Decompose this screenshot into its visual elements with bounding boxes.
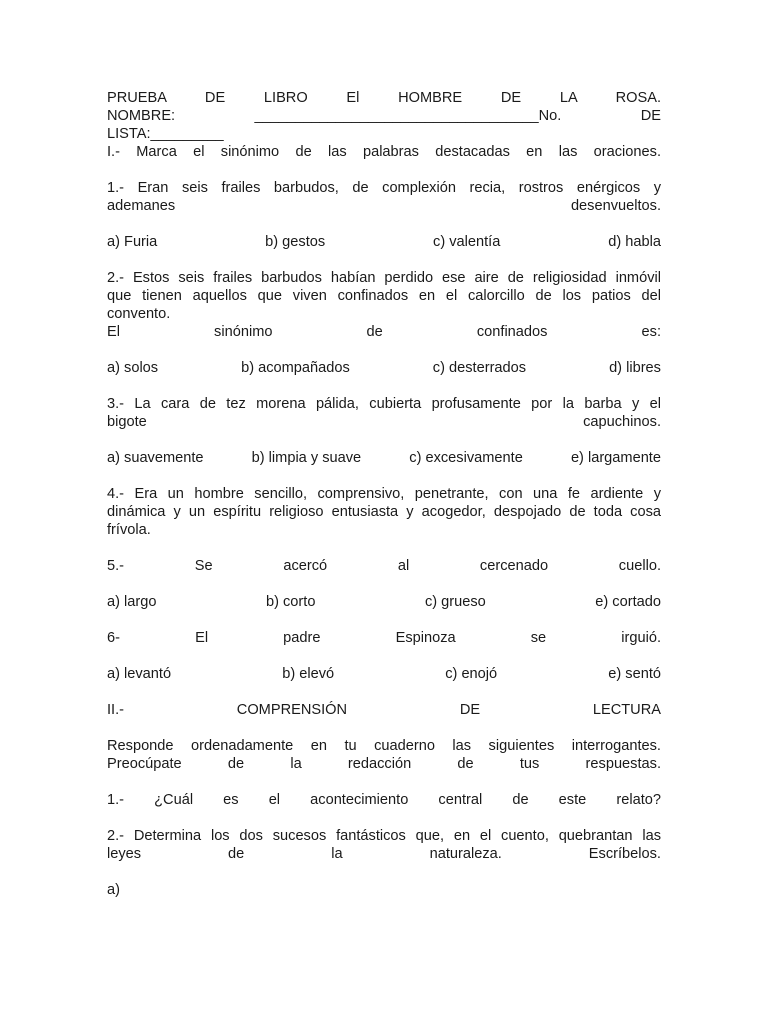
q1-options — [107, 233, 661, 251]
q2-options — [107, 359, 661, 377]
section2-q1: 1.- ¿Cuál es el acontecimiento central de este relato? — [107, 792, 661, 808]
q5-options — [107, 593, 661, 611]
test-title: PRUEBA DE LIBRO El HOMBRE DE LA ROSA. — [107, 90, 661, 106]
q4-text-line3: frívola. — [107, 522, 151, 538]
q2-text-line4: El sinónimo de confinados es: — [107, 324, 661, 340]
worksheet-page — [107, 89, 661, 899]
q3-text-line1: 3.- La cara de tez morena pálida, cubierta profusamente por la barba y el — [107, 396, 661, 412]
q3-option-b: b) limpia y suave — [251, 450, 362, 466]
q1-text-line1: 1.- Eran seis frailes barbudos, de complexión recia, rostros enérgicos y — [107, 180, 661, 196]
q6-option-e: e) sentó — [608, 666, 661, 682]
list-number-line: LISTA:_________ — [107, 126, 224, 142]
section2-title: II.- COMPRENSIÓN DE LECTURA — [107, 702, 661, 718]
q2-text-line1: 2.- Estos seis frailes barbudos habían perdido ese aire de religiosidad inmóvil — [107, 270, 661, 286]
q1-option-c: c) valentía — [433, 234, 501, 250]
section1-instruction: I.- Marca el sinónimo de las palabras destacadas en las oraciones. — [107, 144, 661, 160]
q3-option-c: c) excesivamente — [409, 450, 523, 466]
q5-text: 5.- Se acercó al cercenado cuello. — [107, 558, 661, 574]
section2-instruction-line2: Preocúpate de la redacción de tus respuestas. — [107, 756, 661, 772]
section2-q2-line1: 2.- Determina los dos sucesos fantásticos que, en el cuento, quebrantan las — [107, 828, 661, 844]
q2-option-d: d) libres — [609, 360, 661, 376]
q4-text-line1: 4.- Era un hombre sencillo, comprensivo, penetrante, con una fe ardiente y — [107, 486, 661, 502]
q3-options — [107, 449, 661, 467]
q6-option-a: a) levantó — [107, 666, 172, 682]
q5-option-c: c) grueso — [424, 594, 486, 610]
q5-option-b: b) corto — [265, 594, 316, 610]
q5-option-a: a) largo — [107, 594, 157, 610]
q1-text-line2: ademanes desenvueltos. — [107, 198, 661, 214]
q2-option-b: b) acompañados — [241, 360, 350, 376]
q3-option-a: a) suavemente — [107, 450, 204, 466]
q1-option-d: d) habla — [608, 234, 661, 250]
section2-answer-a: a) — [107, 882, 120, 898]
q3-option-e: e) largamente — [570, 450, 661, 466]
q6-options — [107, 665, 661, 683]
q6-text: 6- El padre Espinoza se irguió. — [107, 630, 661, 646]
name-field-line: NOMBRE: ___________________________________No. DE — [107, 108, 661, 124]
section2-q2-line2: leyes de la naturaleza. Escríbelos. — [107, 846, 661, 862]
q2-option-c: c) desterrados — [432, 360, 527, 376]
q2-text-line2: que tienen aquellos que viven confinados en el calorcillo de los patios del — [107, 288, 661, 304]
q5-option-e: e) cortado — [595, 594, 661, 610]
q2-text-line3: convento. — [107, 306, 171, 322]
section2-instruction-line1: Responde ordenadamente en tu cuaderno las siguientes interrogantes. — [107, 738, 661, 754]
q2-option-a: a) solos — [107, 360, 159, 376]
q6-option-b: b) elevó — [282, 666, 335, 682]
q6-option-c: c) enojó — [445, 666, 498, 682]
q3-text-line2: bigote capuchinos. — [107, 414, 661, 430]
q1-option-a: a) Furia — [107, 234, 158, 250]
q4-text-line2: dinámica y un espíritu religioso entusiasta y acogedor, despojado de toda cosa — [107, 504, 661, 520]
q1-option-b: b) gestos — [265, 234, 326, 250]
